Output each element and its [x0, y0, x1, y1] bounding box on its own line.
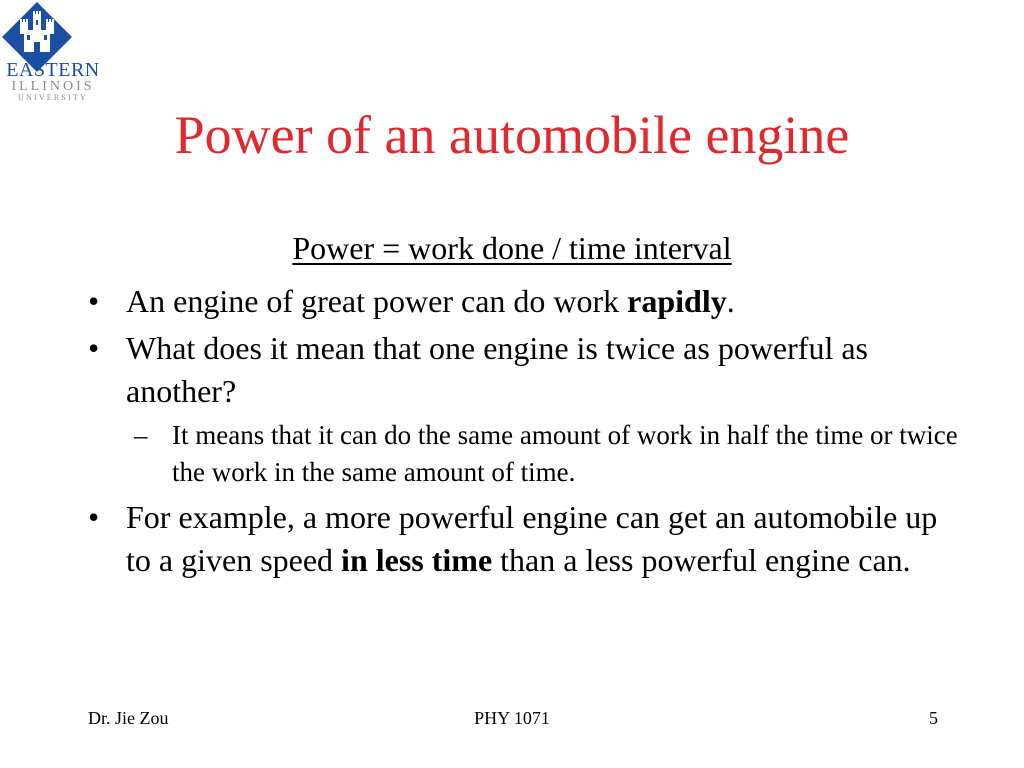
bullet-text: An engine of great power can do work: [126, 283, 628, 319]
bullet-text-end: than a less powerful engine can.: [492, 542, 911, 578]
footer-course: PHY 1071: [474, 708, 550, 728]
bullet-emphasis: rapidly: [627, 283, 727, 319]
sub-bullet-text: It means that it can do the same amount of work in half the time or twice the work in the same amount of time.: [172, 420, 958, 487]
power-formula: Power = work done / time interval: [292, 230, 732, 266]
bullet-text-end: .: [726, 283, 735, 319]
sub-bullet-item-half-time: [88, 417, 968, 491]
bullet-emphasis: in less time: [341, 542, 493, 578]
bullet-marker: •: [88, 499, 100, 535]
sub-bullet-marker: –: [134, 420, 148, 450]
logo-line-eastern: EASTERN: [6, 59, 100, 81]
bullet-item-example: [88, 496, 968, 582]
slide-title: Power of an automobile engine: [174, 105, 850, 165]
bullet-item-great-power: [88, 280, 968, 323]
bullet-list: [88, 280, 968, 586]
logo-line-university: UNIVERSITY: [18, 93, 88, 102]
bullet-item-twice-powerful: [88, 327, 968, 413]
bullet-text: For example, a more powerful engine can get an automobile up to a given speed: [126, 499, 938, 578]
footer-author: Dr. Jie Zou: [88, 708, 169, 728]
bullet-text: What does it mean that one engine is twice as powerful as another?: [126, 330, 868, 409]
eastern-illinois-university-logo-icon: [0, 0, 106, 104]
logo-line-illinois: ILLINOIS: [11, 79, 95, 94]
bullet-marker: •: [88, 330, 100, 366]
university-logo: [0, 0, 106, 104]
bullet-marker: •: [88, 283, 100, 319]
footer-page-number: 5: [929, 708, 938, 728]
